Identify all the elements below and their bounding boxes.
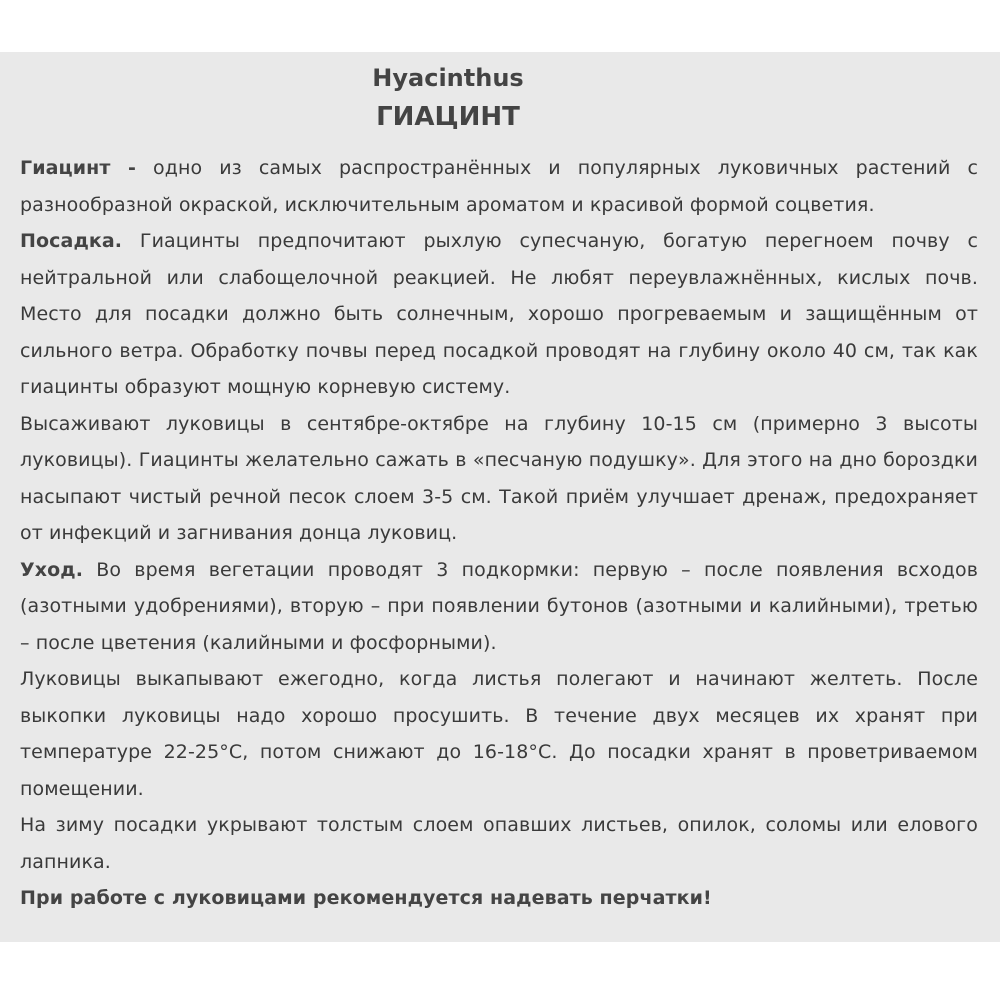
page-title: ГИАЦИНТ <box>376 102 520 132</box>
care-text: Во время вегетации проводят 3 подкормки: первую – после появления всходов (азотными удобрениями), вторую – при появлении бутонов (азотными и калийными), третью – после цветения (калийными и фосфорными). <box>20 558 978 654</box>
care-paragraph-3: На зиму посадки укрывают толстым слоем опавших листьев, опилок, соломы или елового лапника. <box>20 814 978 873</box>
care-paragraph-2: Луковицы выкапывают ежегодно, когда листья полегают и начинают желтеть. После выкопки луковицы надо хорошо просушить. В течение двух месяцев их хранят при температуре 22-25°C, потом снижают до 16-18°C. До посадки хранят в проветриваемом помещении. <box>20 668 978 800</box>
intro-paragraph <box>20 150 978 223</box>
planting-paragraph <box>20 223 978 406</box>
latin-title: Hyacinthus <box>372 64 524 92</box>
planting-paragraph-2: Высаживают луковицы в сентябре-октябре на глубину 10-15 см (примерно 3 высоты луковицы). Гиацинты желательно сажать в «песчаную подушку». Для этого на дно бороздки насыпают чистый речной песок слоем 3-5 см. Такой приём улучшает дренаж, предохраняет от инфекций и загнивания донца луковиц. <box>20 412 978 544</box>
planting-heading: Посадка. <box>20 230 123 252</box>
care-heading: Уход. <box>20 558 84 581</box>
warning-text: При работе с луковицами рекомендуется надевать перчатки! <box>20 887 712 909</box>
planting-text: Гиацинты предпочитают рыхлую супесчаную, богатую перегноем почву с нейтральной или слабощелочной реакцией. Не любят переувлажнённых, кислых почв. Место для посадки должно быть солнечным, хорошо прогреваемым и защищённым от сильного ветра. Обработку почвы перед посадкой проводят на глубину около 40 см, так как гиацинты образуют мощную корневую систему. <box>20 230 978 398</box>
intro-term: Гиацинт - <box>20 157 137 179</box>
instruction-text <box>20 150 978 917</box>
care-paragraph <box>20 552 978 662</box>
intro-text: одно из самых распространённых и популярных луковичных растений с разнообразной окраской, исключительным ароматом и красивой формой соцветия. <box>20 157 978 216</box>
instruction-card <box>0 52 1000 942</box>
